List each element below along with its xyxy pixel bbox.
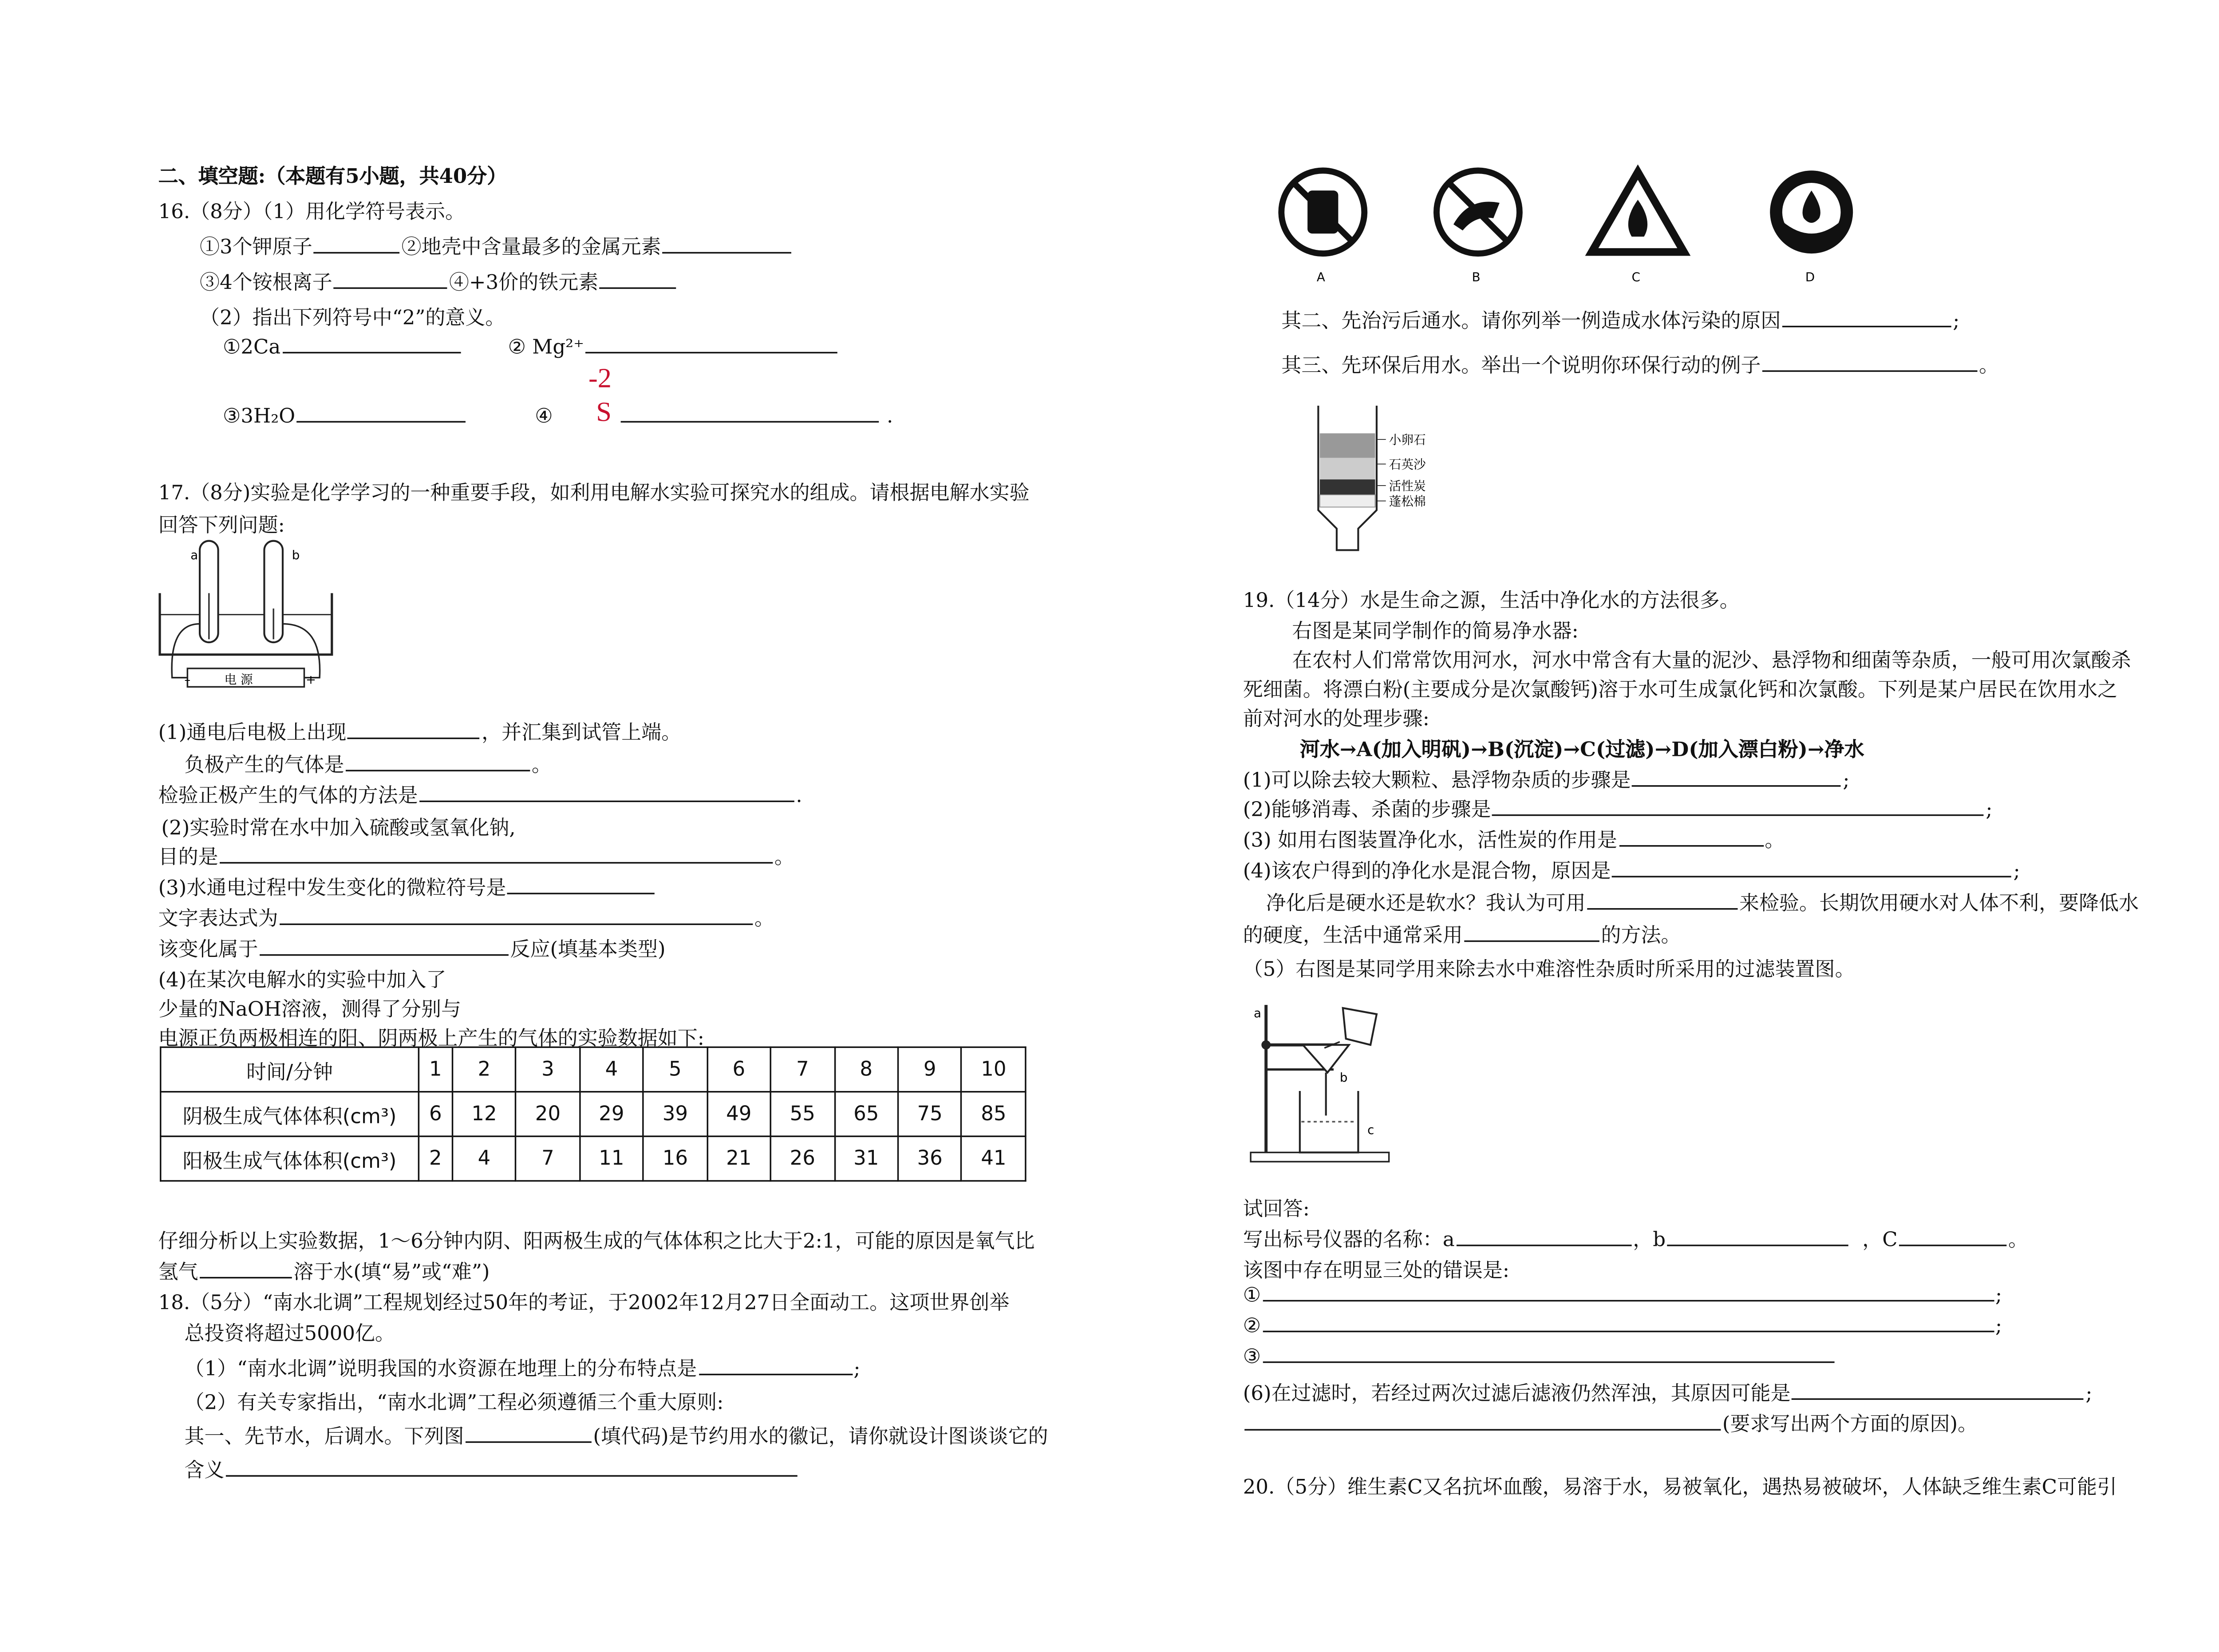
- filter-label-pebbles: 小卵石: [1389, 432, 1426, 447]
- blank[interactable]: [1899, 1243, 2006, 1246]
- q19-l4: 前对河水的处理步骤:: [1243, 708, 1430, 731]
- blank[interactable]: [1762, 369, 1978, 372]
- blank[interactable]: [1632, 784, 1841, 787]
- electrolysis-apparatus: [154, 532, 338, 704]
- blank[interactable]: [466, 1440, 592, 1443]
- q18-p2: （2）有关专家指出，“南水北调”工程必须遵循三个重大原则:: [184, 1392, 724, 1415]
- sulfur-symbol: S: [596, 396, 612, 427]
- blank[interactable]: [220, 861, 773, 864]
- q17-p4: (2)实验时常在水中加入硫酸或氢氧化钠,: [161, 817, 516, 841]
- blank[interactable]: [280, 922, 753, 925]
- q17-head1: 17.（8分)实验是化学学习的一种重要手段，如利用电解水实验可探究水的组成。请根据电解水实验: [158, 482, 1030, 506]
- icon-b-no-pollution-icon: [1437, 170, 1520, 253]
- purification-flow: 河水→A(加入明矾)→B(沉淀)→C(过滤)→D(加入漂白粉)→净水: [1299, 739, 1864, 763]
- blank[interactable]: [1667, 1243, 1849, 1246]
- q16-head: 16.（8分）（1）用化学符号表示。: [158, 201, 466, 225]
- blank[interactable]: [1244, 1427, 1721, 1431]
- q16-line2: ③4个铵根离子 ④+3价的铁元素: [200, 266, 678, 295]
- blank[interactable]: [699, 1372, 852, 1375]
- tube-a-label: a: [190, 548, 198, 563]
- blank[interactable]: [508, 891, 655, 894]
- blank[interactable]: [348, 736, 480, 739]
- blank[interactable]: [334, 286, 447, 289]
- section-title: 二、填空题:（本题有5小题，共40分）: [158, 166, 507, 189]
- plus-label: +: [305, 672, 316, 687]
- table-header-row: 时间/分钟 1 2 3 4 5 6 7 8 9 10: [161, 1047, 1026, 1091]
- q19-l2: 在农村人们常常饮用河水，河水中常含有大量的泥沙、悬浮物和细菌等杂质，一般可用次氯酸杀: [1292, 650, 2131, 673]
- blank[interactable]: [200, 1275, 292, 1278]
- q19-l1: 右图是某同学制作的简易净水器:: [1292, 620, 1579, 644]
- filter-fig-label-c: c: [1367, 1122, 1374, 1137]
- filtration-apparatus: [1244, 992, 1414, 1168]
- blank[interactable]: [1456, 1243, 1631, 1246]
- blank[interactable]: [1612, 874, 2012, 877]
- minus-label: –: [184, 672, 191, 687]
- table-row: 阳极生成气体体积(cm³) 2 4 7 11 16 21 26 31 36 41: [161, 1136, 1026, 1181]
- q19-l3: 死细菌。将漂白粉(主要成分是次氯酸钙)溶于水可生成氯化钙和次氯酸。下列是某户居民在饮用水之: [1243, 679, 2118, 703]
- icon-label-c: C: [1631, 269, 1640, 285]
- blank[interactable]: [600, 286, 677, 289]
- icon-label-b: B: [1472, 269, 1481, 285]
- q17-head2: 回答下列问题:: [158, 514, 285, 538]
- icon-label-a: A: [1316, 269, 1325, 285]
- charge-superscript: -2: [588, 363, 612, 394]
- blank[interactable]: [226, 1474, 798, 1477]
- blank[interactable]: [260, 952, 509, 956]
- q17-p12: 仔细分析以上实验数据，1～6分钟内阴、阳两极生成的气体体积之比大于2:1，可能的原因是氧气比: [158, 1231, 1035, 1254]
- icon-d-water-drop-icon: [1770, 170, 1853, 253]
- blank[interactable]: [1792, 1397, 2084, 1400]
- right-column: A B C D 其二、先治污后通水。请你列举一例造成水体污染的原因 ; 其三、先环保后用水。举出一个说明你环保行动的例子 。 小卵石 石英沙 活性炭 蓬松棉 19.（14分）水是生命之源，生活中净化水的方法很多。 右图是某同学制作的简易净水器: 在农村人们常常饮用河水，河水中常含有大量的泥沙、悬浮物和细菌等杂质，一般可用次氯酸杀 死细菌。将漂白粉(主要成分是次氯酸钙)溶于水可生成氯化钙和次氯酸。下列是某户居民在饮用水之 前对河水的处理步骤: 河水→A(加入明矾)→B(沉淀)→C(过滤)→D(加入漂白粉)→净水 (1)可以除去较大颗粒、悬浮物杂质的步骤是 ; (2)能够消毒、杀菌的步骤是 ; (3) 如用右图装置净化水，活性炭的作用是 。 (4)该农户得到的净化水是混合物，原因是 ; 净化后是硬水还是软水？我认为可用 来检验。长期饮用硬水对人体不利，要降低水 的硬度，生活中通常采用 的方法。 （5）右图是某同学用来除去水中难溶性杂质时所采用的过滤装置图。 a b c 试回答: 写出标号仪器的名称：a ，b ，C 。 该图中存在明显三处的错误是: ① ; ② ; ③ (6)在过滤时，若经过两次过滤后滤液仍然浑浊，其原因可能是 ; (要求写出两个方面的原因)。 20.（5分）维生素C又名抗坏血酸，易溶于水，易被氧化，遇热易被破坏，人体缺乏维生素C可能引: [1192, 0, 2219, 1652]
- blank[interactable]: [419, 799, 794, 802]
- blank[interactable]: [1619, 844, 1763, 847]
- q20-head: 20.（5分）维生素C又名抗坏血酸，易溶于水，易被氧化，遇热易被破坏，人体缺乏维生素C可能引: [1243, 1476, 2117, 1500]
- q19-b3: 该图中存在明显三处的错误是:: [1243, 1260, 1510, 1283]
- blank[interactable]: [346, 768, 530, 771]
- blank[interactable]: [282, 350, 461, 353]
- blank[interactable]: [1464, 939, 1599, 942]
- left-column: 二、填空题:（本题有5小题，共40分） 16.（8分）（1）用化学符号表示。 ①3个钾原子 ②地壳中含量最多的金属元素 ③4个铵根离子 ④+3价的铁元素 （2）指出下列符号中“2”的意义。 ①2Ca ② Mg²⁺ ③3H₂O ④ -2 S . 17.（8分)实验是化学学习的一种重要手段，如利用电解水实验可探究水的组成。请根据电解水实验 回答下列问题: a b 电 源 – + (1)通电后电极上出现 ，并汇集到试管上端。 负极产生的气体是 。 检验正极产生的气体的方法是 . (2)实验时常在水中加入硫酸或氢氧化钠, 目的是 。 (3)水通电过程中发生变化的微粒符号是 文字表达式为 。 该变化属于 反应(填基本类型) (4)在某次电解水的实验中加入了 少量的NaOH溶液，测得了分别与 电源正负两极相连的阳、阴两极上产生的气体的实验数据如下: 时间/分钟 1 2 3 4 5 6 7 8 9 10 阴极生成气体体积(cm³) 6 12 20 29 39 49 55 65 75 85 阳极生成气体体积(cm³) 2 4 7 11 16 21 26 31 36 41 仔细分析以上实验数据，1～6分钟内阴、阳两极生成的气体体积之比大于2:1，可能的原因是氧气比 氢气 溶于水(填“易”或“难”) 18.（5分）“南水北调”工程规划经过50年的考证，于2002年12月27日全面动工。这项世界创举 总投资将超过5000亿。 （1）“南水北调”说明我国的水资源在地理上的分布特点是 ; （2）有关专家指出，“南水北调”工程必须遵循三个重大原则: 其一、先节水，后调水。下列图 (填代码)是节约用水的徽记，请你就设计图谈谈它的 含义: [0, 0, 1192, 1652]
- q16-line3: （2）指出下列符号中“2”的意义。: [200, 307, 505, 331]
- q17-p9: (4)在某次电解水的实验中加入了: [158, 969, 446, 993]
- q16-line4: ①2Ca ② Mg²⁺: [223, 336, 839, 360]
- blank[interactable]: [314, 250, 400, 253]
- filter-fig-label-b: b: [1339, 1070, 1348, 1085]
- blank[interactable]: [621, 419, 879, 423]
- blank[interactable]: [663, 250, 792, 253]
- blank[interactable]: [1263, 1298, 1994, 1301]
- blank[interactable]: [1492, 813, 1984, 816]
- blank[interactable]: [297, 419, 466, 423]
- simple-water-filter: [1309, 403, 1478, 556]
- filter-label-sand: 石英沙: [1389, 457, 1426, 472]
- q16-line1: ①3个钾原子 ②地壳中含量最多的金属元素: [200, 230, 793, 260]
- blank[interactable]: [1782, 324, 1951, 327]
- q19-a7: （5）右图是某同学用来除去水中难溶性杂质时所采用的过滤装置图。: [1243, 959, 1855, 982]
- q18-head2: 总投资将超过5000亿。: [184, 1323, 395, 1346]
- electrolysis-data-table: [160, 1047, 1027, 1182]
- q17-p11: 电源正负两极相连的阳、阴两极上产生的气体的实验数据如下:: [158, 1028, 704, 1051]
- blank[interactable]: [585, 350, 837, 353]
- water-saving-icons: [1269, 166, 1884, 289]
- filter-label-carbon: 活性炭: [1389, 478, 1426, 494]
- filter-label-cotton: 蓬松棉: [1389, 494, 1426, 509]
- blank[interactable]: [1263, 1360, 1834, 1363]
- power-label: 电 源: [224, 672, 253, 687]
- icon-c-flammable-icon: [1592, 172, 1684, 252]
- table-row: 阴极生成气体体积(cm³) 6 12 20 29 39 49 55 65 75 85: [161, 1092, 1026, 1136]
- q18-head1: 18.（5分）“南水北调”工程规划经过50年的考证，于2002年12月27日全面动工。这项世界创举: [158, 1292, 1010, 1316]
- tube-b-label: b: [292, 548, 300, 563]
- filter-fig-label-a: a: [1253, 1005, 1261, 1020]
- q19-head: 19.（14分）水是生命之源，生活中净化水的方法很多。: [1243, 590, 1740, 613]
- blank[interactable]: [1263, 1329, 1994, 1332]
- q19-b1: 试回答:: [1243, 1198, 1310, 1222]
- blank[interactable]: [1587, 907, 1737, 910]
- q16-line5: ③3H₂O ④: [222, 405, 553, 429]
- icon-label-d: D: [1805, 269, 1815, 285]
- icon-a-no-bucket-icon: [1281, 170, 1364, 253]
- q17-p10: 少量的NaOH溶液，测得了分别与: [158, 999, 462, 1022]
